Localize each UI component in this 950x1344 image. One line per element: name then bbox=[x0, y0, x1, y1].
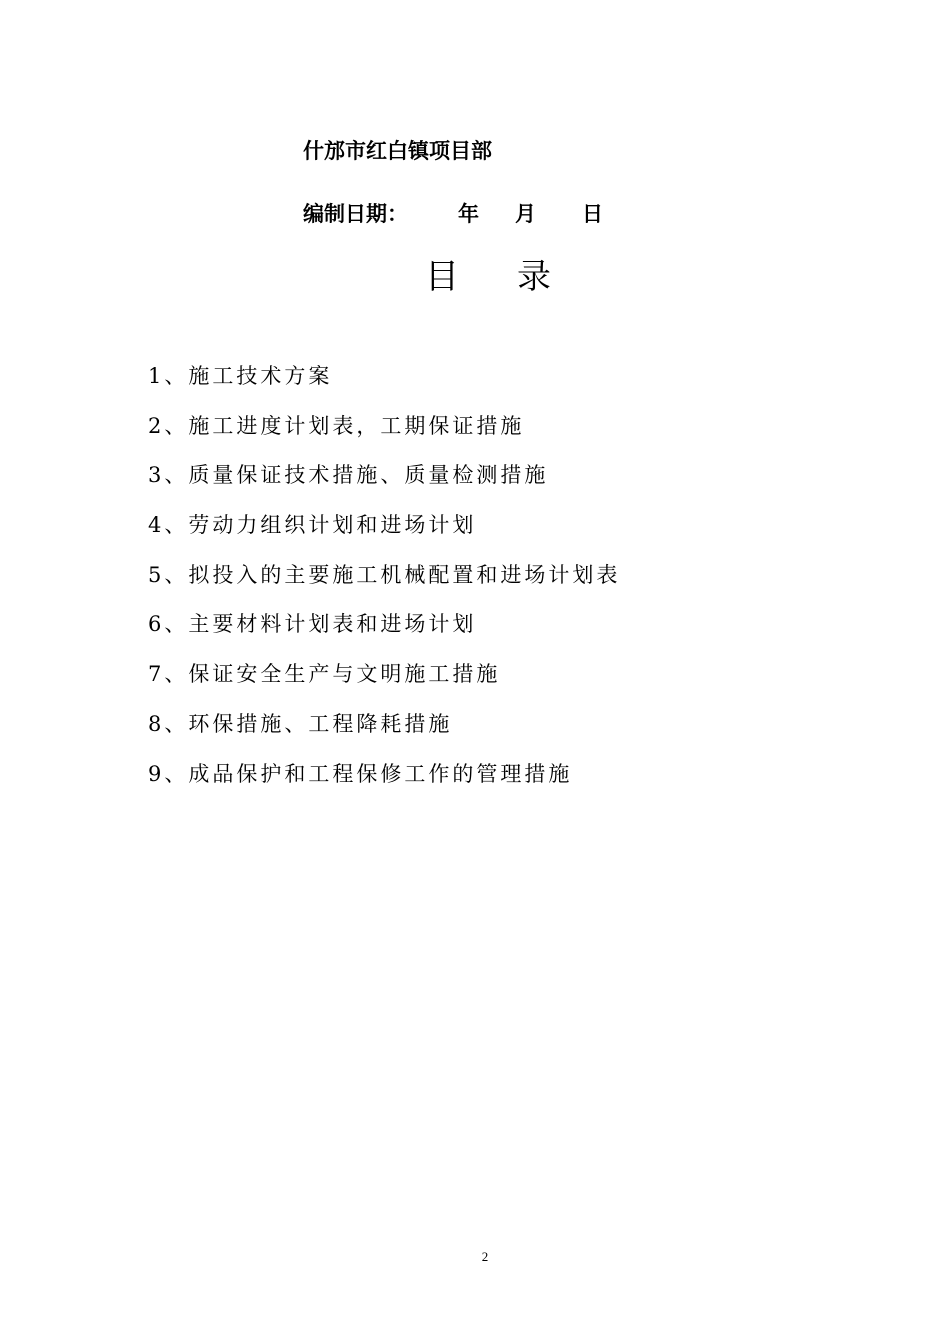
page-number: 2 bbox=[481, 1249, 489, 1264]
date-label: 编制日期： bbox=[303, 202, 408, 226]
toc-item: 9、成品保护和工程保修工作的管理措施 bbox=[148, 761, 573, 786]
toc-item: 2、施工进度计划表，工期保证措施 bbox=[148, 413, 525, 438]
toc-item: 4、劳动力组织计划和进场计划 bbox=[148, 513, 477, 538]
toc-item: 5、拟投入的主要施工机械配置和进场计划表 bbox=[148, 562, 621, 587]
toc-title-char-2: 录 bbox=[517, 257, 551, 297]
day-unit: 日 bbox=[582, 202, 603, 226]
toc-item: 6、主要材料计划表和进场计划 bbox=[148, 612, 477, 637]
month-unit: 月 bbox=[515, 202, 536, 226]
organization-name: 什邡市红白镇项目部 bbox=[303, 139, 492, 163]
toc-item: 8、环保措施、工程降耗措施 bbox=[148, 711, 453, 736]
toc-title bbox=[0, 255, 950, 303]
toc-item: 7、保证安全生产与文明施工措施 bbox=[148, 662, 501, 687]
year-unit: 年 bbox=[458, 202, 479, 226]
toc-title-char-1: 目 bbox=[425, 257, 459, 297]
toc-item: 3、质量保证技术措施、质量检测措施 bbox=[148, 463, 549, 488]
toc-list bbox=[148, 360, 620, 807]
toc-item: 1、施工技术方案 bbox=[148, 364, 333, 388]
